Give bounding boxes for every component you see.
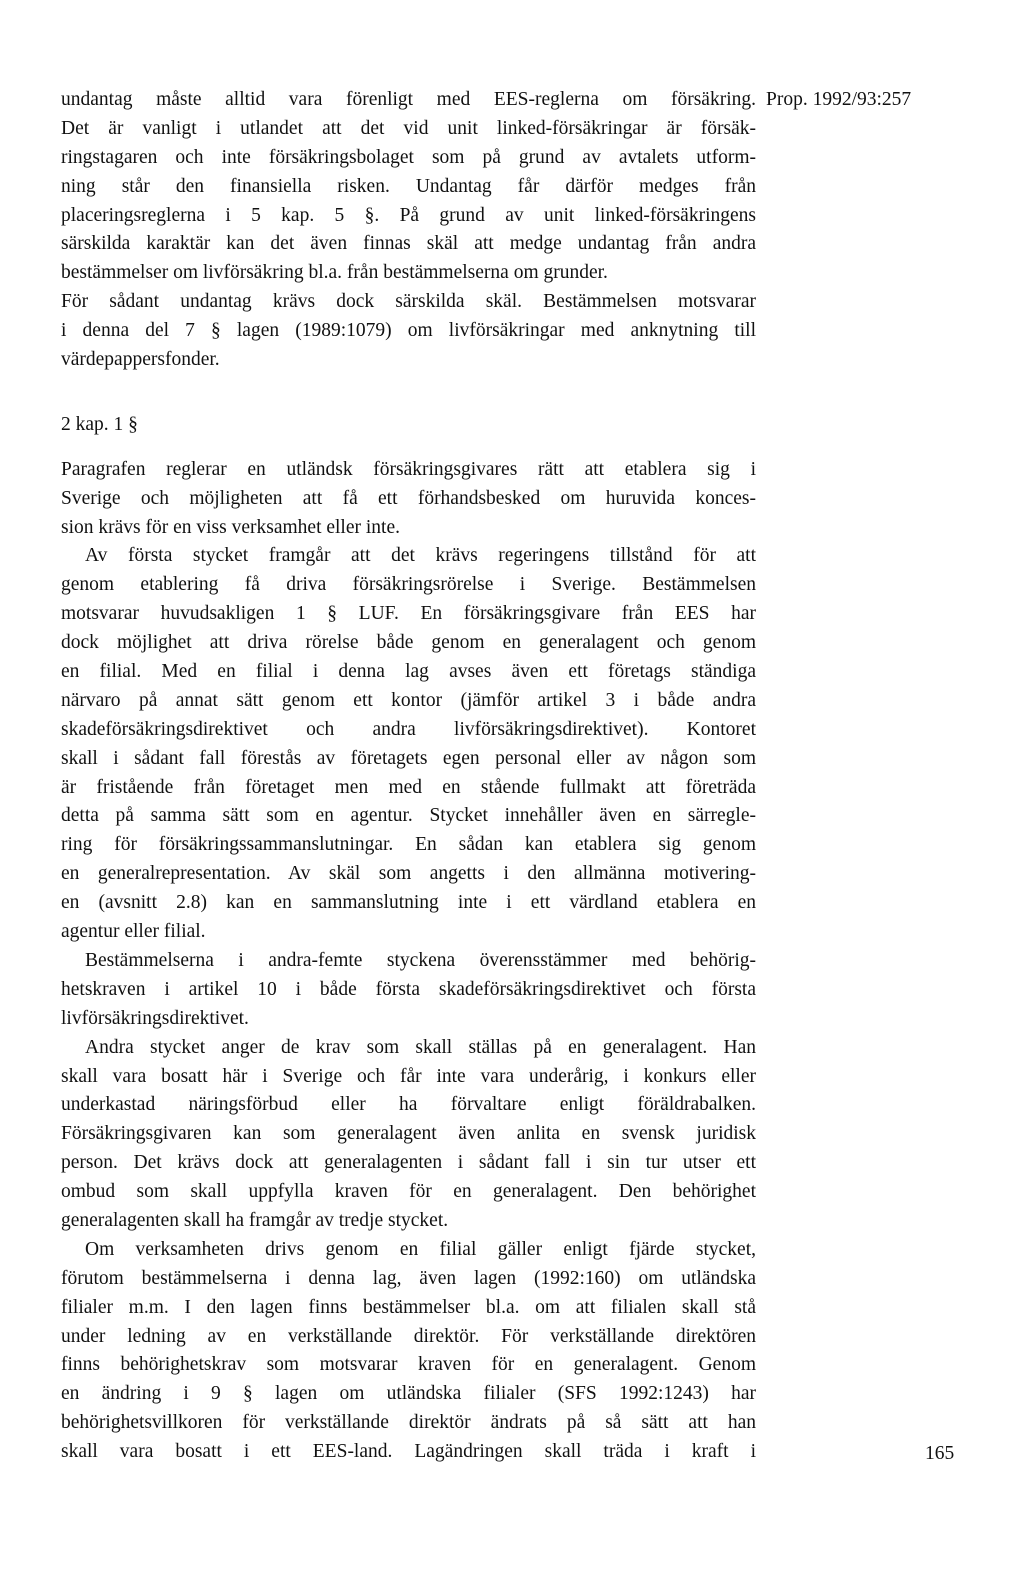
text-line: Om verksamheten drivs genom en filial gäller enligt fjärde stycket, bbox=[85, 1238, 756, 1260]
text-line: skall vara bosatt här i Sverige och får inte vara underårig, i konkurs eller bbox=[61, 1065, 756, 1087]
text-line: Sverige och möjligheten att få ett förhandsbesked om huruvida konces- bbox=[61, 487, 756, 509]
text-line: genom etablering få driva försäkringsrörelse i Sverige. Bestämmelsen bbox=[61, 574, 756, 596]
marginal-reference: Prop. 1992/93:257 bbox=[766, 89, 912, 110]
section-heading: 2 kap. 1 § bbox=[61, 413, 138, 435]
text-line: För sådant undantag krävs dock särskilda skäl. Bestämmelsen motsvarar bbox=[61, 291, 756, 313]
text-line: särskilda karaktär kan det även finnas skäl att medge undantag från andra bbox=[61, 233, 756, 255]
text-line: Det är vanligt i utlandet att det vid unit linked-försäkringar är försäk- bbox=[61, 117, 756, 139]
paragraph-4 bbox=[61, 1034, 756, 1236]
text-line: sion krävs för en viss verksamhet eller inte. bbox=[61, 516, 400, 538]
text-line: förutom bestämmelserna i denna lag, även lagen (1992:160) om utländska bbox=[61, 1267, 756, 1289]
text-line: en (avsnitt 2.8) kan en sammanslutning inte i ett värdland etablera en bbox=[61, 892, 756, 914]
text-line: person. Det krävs dock att generalagenten i sådant fall i sin tur utser ett bbox=[61, 1152, 756, 1174]
text-line: undantag måste alltid vara förenligt med EES-reglerna om försäkring. bbox=[61, 89, 756, 110]
text-line: Andra stycket anger de krav som skall ställas på en generalagent. Han bbox=[85, 1036, 756, 1058]
text-line: Försäkringsgivaren kan som generalagent även anlita en svensk juridisk bbox=[61, 1123, 756, 1145]
text-line: placeringsreglerna i 5 kap. 5 §. På grund av unit linked-försäkringens bbox=[61, 204, 756, 226]
text-line: finns behörighetskrav som motsvarar kraven för en generalagent. Genom bbox=[61, 1354, 756, 1376]
text-line: hetskraven i artikel 10 i både första skadeförsäkringsdirektivet och första bbox=[61, 978, 756, 1000]
text-line: i denna del 7 § lagen (1989:1079) om livförsäkringar med anknytning till bbox=[61, 320, 756, 342]
text-line: filialer m.m. I den lagen finns bestämmelser bl.a. om att filialen skall stå bbox=[61, 1296, 756, 1318]
text-line: behörighetsvillkoren för verkställande direktör ändrats på så sätt att han bbox=[61, 1412, 756, 1434]
text-line: är fristående från företaget men med en stående fullmakt att företräda bbox=[61, 776, 756, 798]
text-line: en generalrepresentation. Av skäl som angetts i den allmänna motivering- bbox=[61, 863, 756, 885]
text-line: ning står den finansiella risken. Undantag får därför medges från bbox=[61, 175, 756, 197]
text-line: underkastad näringsförbud eller ha förvaltare enligt föräldrabalken. bbox=[61, 1094, 756, 1116]
text-line: Bestämmelserna i andra-femte styckena överensstämmer med behörig- bbox=[85, 949, 756, 971]
page-number: 165 bbox=[925, 1443, 955, 1464]
text-line: närvaro på annat sätt genom ett kontor (jämför artikel 3 i både andra bbox=[61, 689, 756, 711]
text-line: skall i sådant fall förestås av företagets egen personal eller av någon som bbox=[61, 747, 756, 769]
text-line: agentur eller filial. bbox=[61, 921, 206, 943]
text-line: skall vara bosatt i ett EES-land. Lagändringen skall träda i kraft i bbox=[61, 1441, 756, 1463]
text-line: ring för försäkringssammanslutningar. En sådan kan etablera sig genom bbox=[61, 834, 756, 856]
text-line: motsvarar huvudsakligen 1 § LUF. En försäkringsgivare från EES har bbox=[61, 603, 756, 625]
paragraph-3 bbox=[61, 947, 756, 1034]
body-text bbox=[61, 86, 756, 1467]
text-line: ombud som skall uppfylla kraven för en generalagent. Den behörighet bbox=[61, 1181, 756, 1203]
text-line: skadeförsäkringsdirektivet och andra livförsäkringsdirektivet). Kontoret bbox=[61, 718, 756, 740]
paragraph-5 bbox=[61, 1236, 756, 1467]
text-line: en filial. Med en filial i denna lag avses även ett företags ständiga bbox=[61, 661, 756, 683]
paragraph-1 bbox=[61, 456, 756, 543]
text-line: ringstagaren och inte försäkringsbolaget som på grund av avtalets utform- bbox=[61, 146, 756, 168]
text-line: detta på samma sätt som en agentur. Stycket innehåller även en särregle- bbox=[61, 805, 756, 827]
text-line: värdepappersfonder. bbox=[61, 349, 220, 371]
text-line: livförsäkringsdirektivet. bbox=[61, 1007, 249, 1029]
text-line: Av första stycket framgår att det krävs regeringens tillstånd för att bbox=[85, 545, 756, 567]
intro-paragraph bbox=[61, 86, 756, 375]
text-line: Paragrafen reglerar en utländsk försäkringsgivares rätt att etablera sig i bbox=[61, 458, 756, 480]
text-line: under ledning av en verkställande direktör. För verkställande direktören bbox=[61, 1325, 756, 1347]
paragraph-2 bbox=[61, 542, 756, 946]
text-line: bestämmelser om livförsäkring bl.a. från bestämmelserna om grunder. bbox=[61, 262, 608, 284]
text-line: dock möjlighet att driva rörelse både genom en generalagent och genom bbox=[61, 632, 756, 654]
text-line: en ändring i 9 § lagen om utländska filialer (SFS 1992:1243) har bbox=[61, 1383, 756, 1405]
text-line: generalagenten skall ha framgår av tredje stycket. bbox=[61, 1209, 449, 1231]
